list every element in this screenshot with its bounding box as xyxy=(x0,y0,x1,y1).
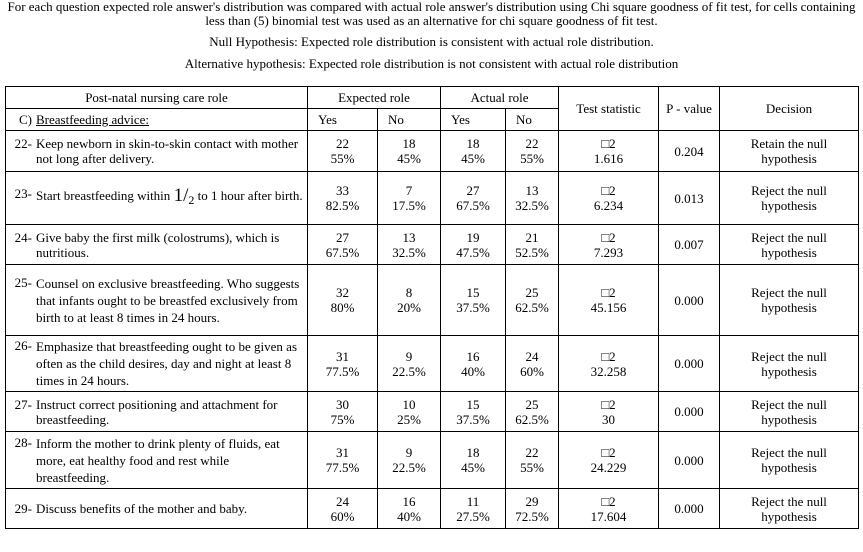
header-expected-role: Expected role xyxy=(308,87,441,109)
count: 27 xyxy=(466,183,480,198)
test-statistic-cell xyxy=(559,265,659,336)
p-value-cell: 0.007 xyxy=(659,225,720,265)
count: 15 xyxy=(466,285,480,300)
question-cell xyxy=(6,172,308,225)
statistic-value: 32.258 xyxy=(590,363,627,379)
percent: 67.5% xyxy=(456,198,490,213)
actual-yes-cell xyxy=(441,336,506,392)
actual-yes-cell xyxy=(441,432,506,489)
decision-cell: Reject the null hypothesis xyxy=(720,392,859,432)
p-value-cell: 0.000 xyxy=(659,432,720,489)
question-text: Discuss benefits of the mother and baby. xyxy=(36,501,248,516)
chi-square-symbol: □2 xyxy=(601,493,616,509)
p-value-cell: 0.013 xyxy=(659,172,720,225)
count: 21 xyxy=(525,229,539,245)
expected-no-cell xyxy=(378,489,441,529)
decision-cell: Reject the null hypothesis xyxy=(720,432,859,489)
test-statistic-cell xyxy=(559,172,659,225)
percent: 60% xyxy=(520,363,544,379)
p-value-cell: 0.204 xyxy=(659,131,720,172)
question-number: 27- xyxy=(14,396,32,412)
expected-yes-cell xyxy=(308,392,378,432)
count: 13 xyxy=(525,183,539,198)
question-number: 25- xyxy=(14,274,32,290)
table-row xyxy=(6,225,859,265)
count: 8 xyxy=(405,285,413,300)
header-p-value: P - value xyxy=(659,87,720,131)
chi-square-symbol: □2 xyxy=(601,285,616,300)
actual-no-cell xyxy=(506,225,559,265)
actual-yes-cell xyxy=(441,172,506,225)
chi-square-symbol: □2 xyxy=(601,445,616,460)
section-letter: C) xyxy=(19,112,32,127)
question-cell xyxy=(6,131,308,172)
text-part: to 1 hour after birth. xyxy=(194,188,303,203)
expected-yes-cell xyxy=(308,225,378,265)
percent: 32.5% xyxy=(392,244,426,260)
percent: 27.5% xyxy=(456,508,490,524)
percent: 62.5% xyxy=(515,411,549,427)
count: 25 xyxy=(525,285,539,300)
expected-yes-cell xyxy=(308,489,378,529)
question-text: Emphasize that breastfeeding ought to be given as often as the child desires, day and night at least 8 times in 24 hours. xyxy=(36,339,298,388)
decision-cell: Reject the null hypothesis xyxy=(720,489,859,529)
percent: 25% xyxy=(397,411,421,427)
percent: 17.5% xyxy=(392,198,426,213)
count: 19 xyxy=(466,229,480,245)
table-row xyxy=(6,432,859,489)
percent: 20% xyxy=(397,300,421,315)
expected-no-cell xyxy=(378,172,441,225)
percent: 45% xyxy=(461,460,485,475)
count: 31 xyxy=(336,445,349,460)
test-statistic-cell xyxy=(559,432,659,489)
chi-square-symbol: □2 xyxy=(601,136,616,151)
decision-cell: Reject the null hypothesis xyxy=(720,336,859,392)
percent: 22.5% xyxy=(392,460,426,475)
count: 9 xyxy=(405,348,413,364)
actual-yes-cell xyxy=(441,392,506,432)
expected-no-cell xyxy=(378,392,441,432)
percent: 75% xyxy=(330,411,355,427)
expected-yes-cell xyxy=(308,172,378,225)
percent: 22.5% xyxy=(392,363,426,379)
expected-no-cell xyxy=(378,432,441,489)
fraction-numerator: 1 xyxy=(173,185,184,206)
question-number: 26- xyxy=(14,338,32,353)
statistic-value: 1.616 xyxy=(593,151,624,166)
question-cell xyxy=(6,225,308,265)
decision-cell: Reject the null hypothesis xyxy=(720,265,859,336)
count: 16 xyxy=(402,493,416,509)
percent: 52.5% xyxy=(515,244,549,260)
header-test-statistic: Test statistic xyxy=(559,87,659,131)
statistic-value: 17.604 xyxy=(590,508,627,524)
fraction: 1/2 xyxy=(173,185,195,207)
percent: 72.5% xyxy=(515,508,549,524)
question-cell xyxy=(6,432,308,489)
table-row xyxy=(6,489,859,529)
test-statistic-cell xyxy=(559,489,659,529)
question-number: 29- xyxy=(14,501,32,516)
percent: 55% xyxy=(330,151,355,166)
header-actual-role: Actual role xyxy=(441,87,559,109)
table-row xyxy=(6,336,859,392)
count: 29 xyxy=(525,493,539,509)
null-hypothesis: Null Hypothesis: Expected role distribution is consistent with actual role distribution. xyxy=(209,34,654,49)
count: 15 xyxy=(466,396,480,412)
count: 18 xyxy=(402,136,416,151)
expected-yes-cell xyxy=(308,432,378,489)
count: 18 xyxy=(466,136,480,151)
question-number: 23- xyxy=(14,186,32,201)
percent: 47.5% xyxy=(456,244,490,260)
expected-no-cell xyxy=(378,265,441,336)
test-statistic-cell xyxy=(559,392,659,432)
actual-no-cell xyxy=(506,172,559,225)
chi-square-symbol: □2 xyxy=(601,396,616,412)
question-number: 22- xyxy=(14,136,32,151)
decision-cell: Reject the null hypothesis xyxy=(720,225,859,265)
question-text xyxy=(36,186,305,210)
actual-no-cell xyxy=(506,336,559,392)
count: 10 xyxy=(402,396,416,412)
percent: 62.5% xyxy=(515,300,549,315)
count: 22 xyxy=(336,136,349,151)
actual-yes-cell xyxy=(441,265,506,336)
question-cell xyxy=(6,489,308,529)
actual-no-cell xyxy=(506,392,559,432)
decision-cell: Reject the null hypothesis xyxy=(720,172,859,225)
question-text: Instruct correct positioning and attachment for breastfeeding. xyxy=(36,396,278,427)
p-value-cell: 0.000 xyxy=(659,265,720,336)
header-actual-no: No xyxy=(506,109,559,131)
count: 24 xyxy=(525,348,539,364)
expected-no-cell xyxy=(378,336,441,392)
test-statistic-cell xyxy=(559,225,659,265)
table-row xyxy=(6,392,859,432)
percent: 55% xyxy=(520,151,544,166)
percent: 32.5% xyxy=(515,198,549,213)
p-value-cell: 0.000 xyxy=(659,489,720,529)
decision-cell: Retain the null hypothesis xyxy=(720,131,859,172)
p-value-cell: 0.000 xyxy=(659,336,720,392)
statistic-value: 30 xyxy=(602,411,616,427)
table-row xyxy=(6,131,859,172)
chi-square-symbol: □2 xyxy=(601,229,616,245)
chi-square-symbol: □2 xyxy=(601,183,616,198)
expected-no-cell xyxy=(378,225,441,265)
statistic-value: 24.229 xyxy=(590,460,627,475)
statistic-value: 7.293 xyxy=(593,244,624,260)
count: 11 xyxy=(466,493,480,509)
question-text: Give baby the first milk (colostrums), which is nutritious. xyxy=(36,229,280,260)
percent: 40% xyxy=(397,508,421,524)
percent: 37.5% xyxy=(456,411,490,427)
text-part: Start breastfeeding within xyxy=(36,188,174,203)
question-text: Counsel on exclusive breastfeeding. Who suggests that infants ought to be breastfed exclusively from birth to at least 8 times in 24 hours. xyxy=(36,275,300,325)
header-decision: Decision xyxy=(720,87,859,131)
count: 30 xyxy=(336,396,349,412)
question-text: Inform the mother to drink plenty of fluids, eat more, eat healthy food and rest while breastfeeding. xyxy=(36,435,280,485)
actual-yes-cell xyxy=(441,225,506,265)
chi-square-symbol: □2 xyxy=(601,348,616,364)
count: 9 xyxy=(405,445,413,460)
percent: 60% xyxy=(330,508,355,524)
actual-no-cell xyxy=(506,265,559,336)
percent: 37.5% xyxy=(456,300,490,315)
results-table xyxy=(5,86,859,529)
count: 18 xyxy=(466,445,480,460)
percent: 82.5% xyxy=(325,198,360,213)
table-row xyxy=(6,265,859,336)
question-cell xyxy=(6,336,308,392)
section-heading xyxy=(6,109,308,131)
actual-no-cell xyxy=(506,489,559,529)
question-cell xyxy=(6,392,308,432)
count: 13 xyxy=(402,229,416,245)
p-value-cell: 0.000 xyxy=(659,392,720,432)
header-expected-no: No xyxy=(378,109,441,131)
question-number: 24- xyxy=(14,229,32,245)
statistic-value: 6.234 xyxy=(593,198,624,213)
question-text: Keep newborn in skin-to-skin contact with mother not long after delivery. xyxy=(36,136,299,166)
count: 24 xyxy=(336,493,349,509)
count: 16 xyxy=(466,348,480,364)
actual-no-cell xyxy=(506,432,559,489)
actual-yes-cell xyxy=(441,489,506,529)
percent: 67.5% xyxy=(325,244,360,260)
percent: 45% xyxy=(397,151,421,166)
percent: 45% xyxy=(461,151,485,166)
header-care-role: Post-natal nursing care role xyxy=(6,87,308,109)
section-title: Breastfeeding advice: xyxy=(36,112,149,127)
fraction-denominator: 2 xyxy=(188,193,195,207)
count: 32 xyxy=(336,285,349,300)
header-expected-yes: Yes xyxy=(308,109,378,131)
count: 22 xyxy=(525,136,539,151)
expected-yes-cell xyxy=(308,265,378,336)
expected-no-cell xyxy=(378,131,441,172)
count: 25 xyxy=(525,396,539,412)
alternative-hypothesis: Alternative hypothesis: Expected role distribution is not consistent with actual role distribution xyxy=(184,56,679,71)
actual-no-cell xyxy=(506,131,559,172)
statistic-value: 45.156 xyxy=(590,300,627,315)
expected-yes-cell xyxy=(308,336,378,392)
test-statistic-cell xyxy=(559,336,659,392)
percent: 77.5% xyxy=(325,363,360,379)
intro-paragraph xyxy=(0,0,863,28)
intro-text: For each question expected role answer's distribution was compared with actual role answer's distribution using Chi square goodness of fit test, for cells containing less than (5) binomial test was used as an alternative for chi square goodness of fit test. xyxy=(7,0,856,28)
percent: 77.5% xyxy=(325,460,360,475)
percent: 55% xyxy=(520,460,544,475)
expected-yes-cell xyxy=(308,131,378,172)
percent: 40% xyxy=(461,363,485,379)
header-actual-yes: Yes xyxy=(441,109,506,131)
count: 27 xyxy=(336,229,349,245)
count: 31 xyxy=(336,348,349,364)
count: 7 xyxy=(405,183,413,198)
test-statistic-cell xyxy=(559,131,659,172)
actual-yes-cell xyxy=(441,131,506,172)
table-row xyxy=(6,172,859,225)
count: 33 xyxy=(336,183,349,198)
question-cell xyxy=(6,265,308,336)
percent: 80% xyxy=(330,300,355,315)
count: 22 xyxy=(525,445,539,460)
question-number: 28- xyxy=(14,434,32,450)
